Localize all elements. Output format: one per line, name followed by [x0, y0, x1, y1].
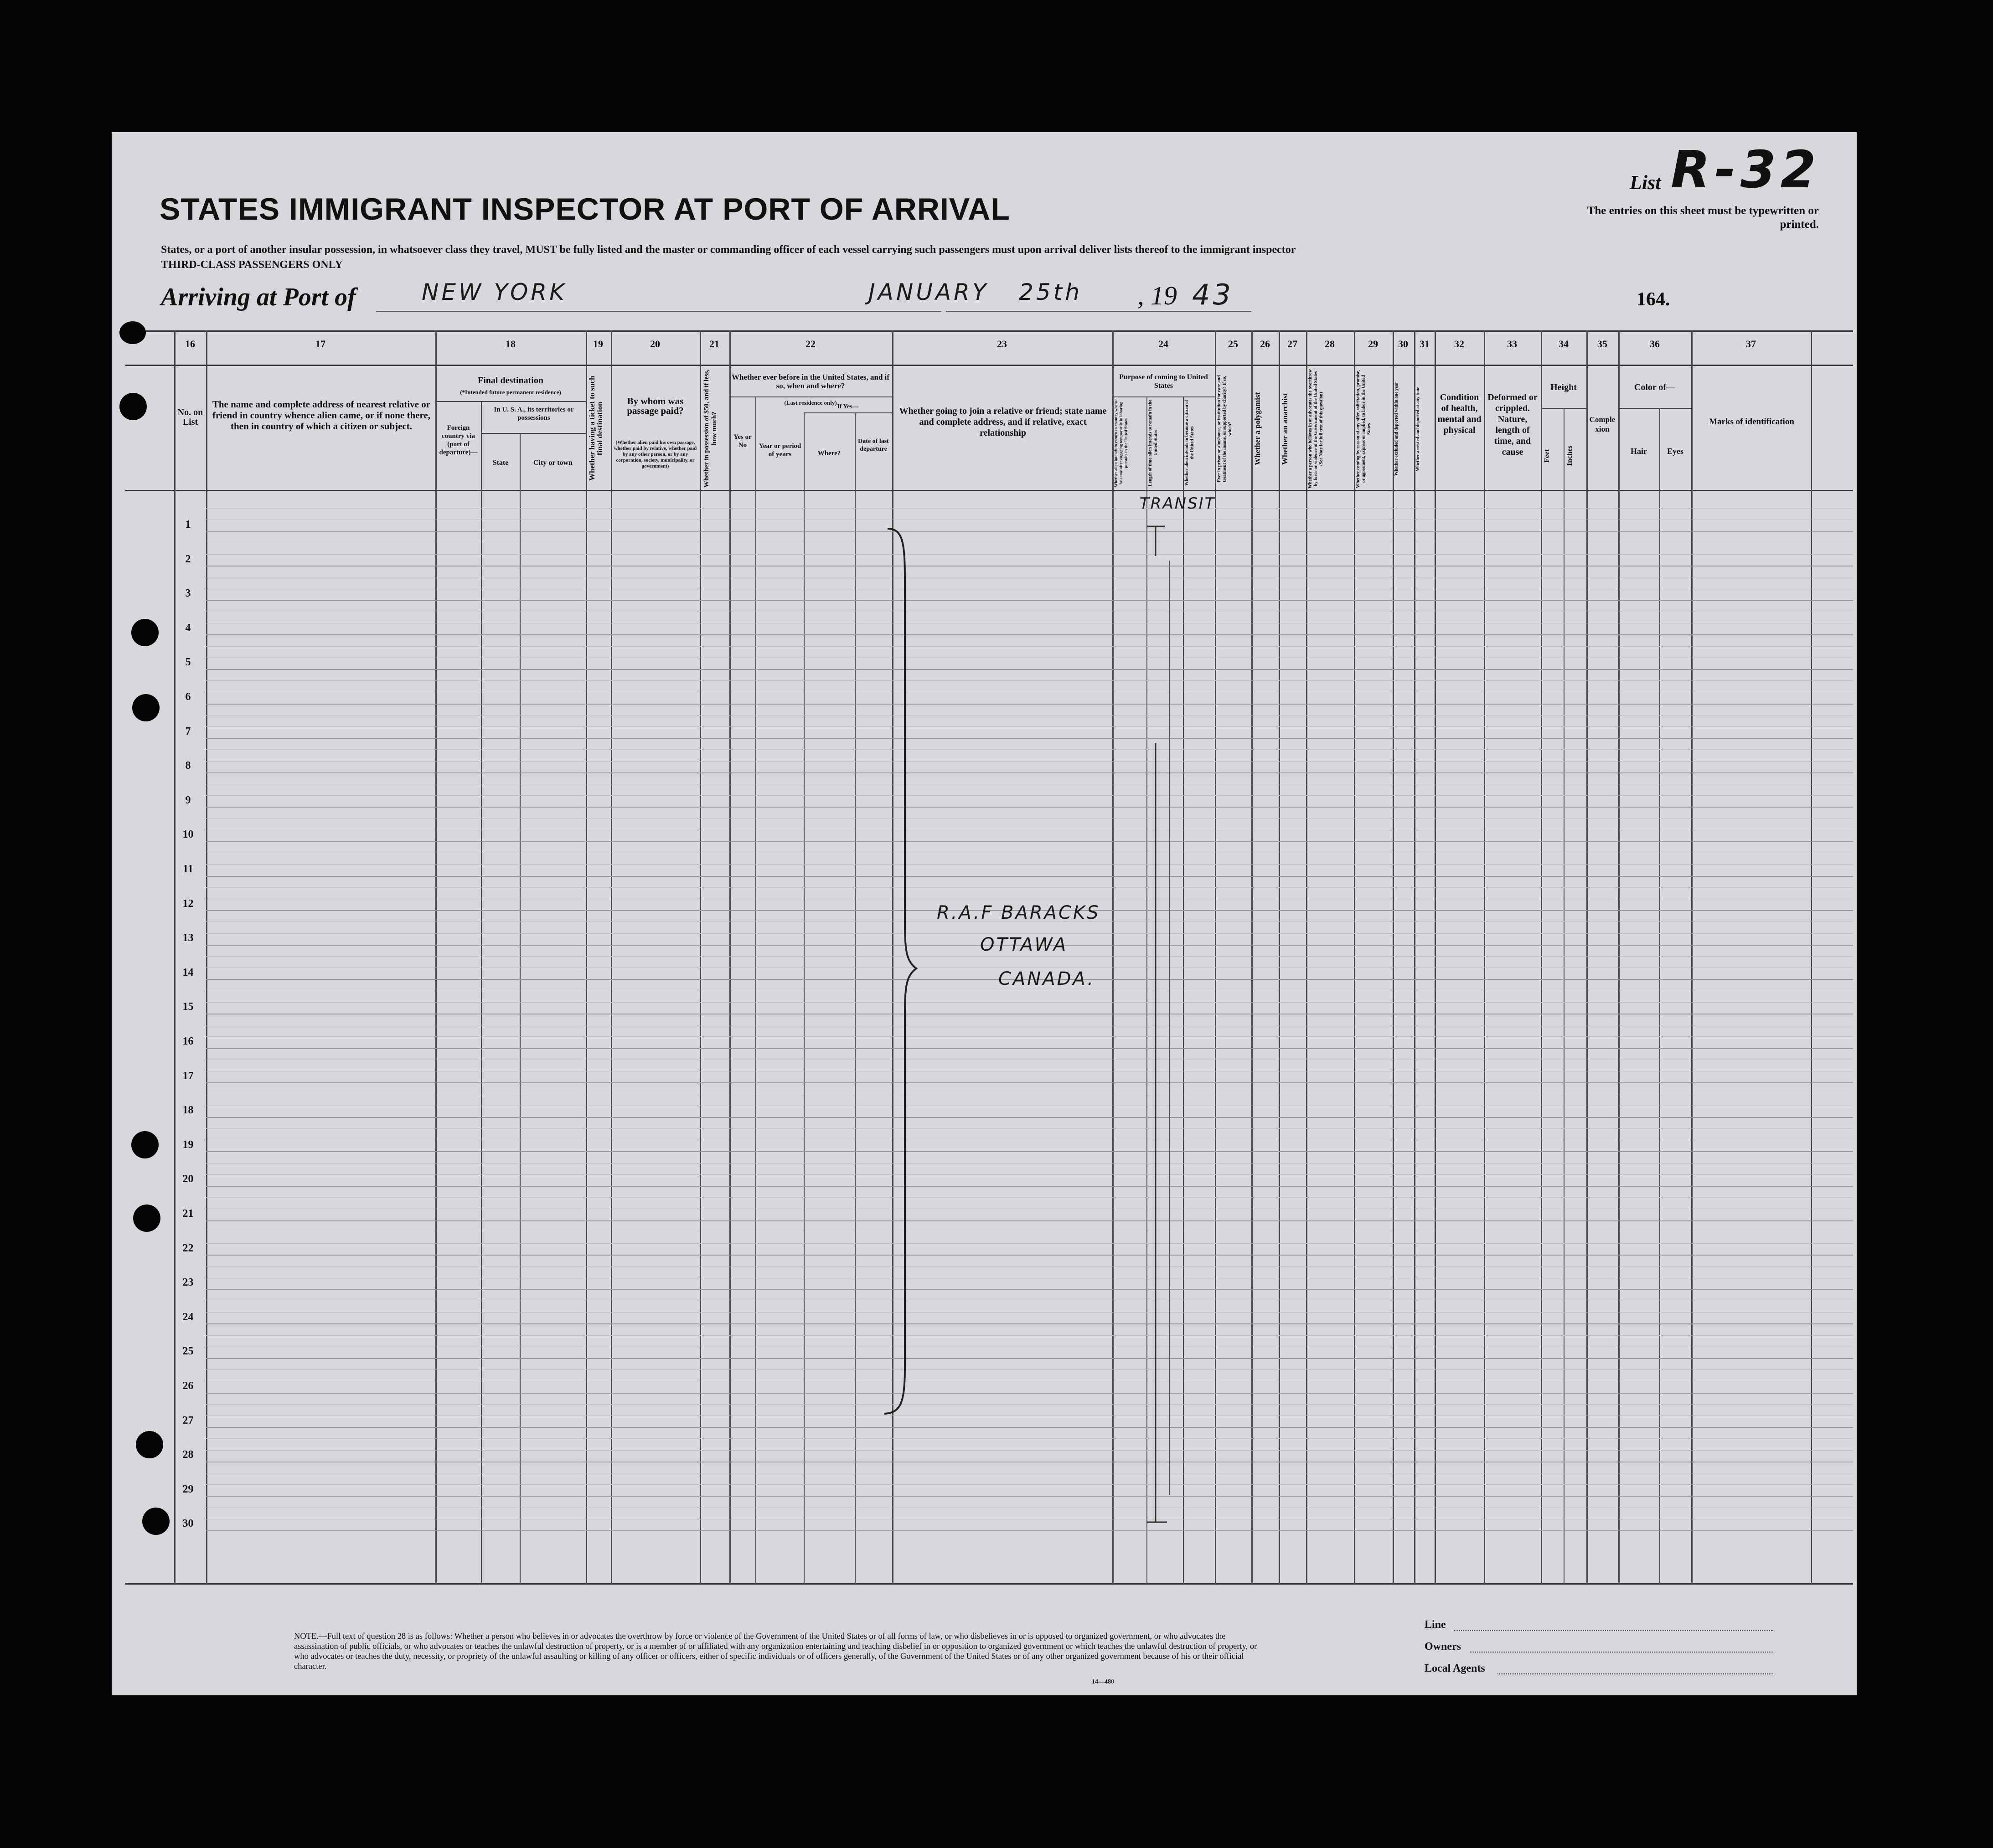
handwritten-address-line2: OTTAWA [980, 934, 1068, 955]
row-rule [206, 772, 1853, 773]
row-rule [206, 1186, 1853, 1187]
row-subrule [206, 1484, 1853, 1485]
header-foreign-country: Foreign country via (port of departure)— [439, 424, 478, 456]
column-number: 27 [1287, 338, 1297, 350]
row-number: 6 [185, 691, 191, 703]
row-number: 15 [182, 1001, 194, 1013]
row-number: 12 [182, 897, 194, 910]
port-field-line [376, 311, 941, 312]
header-become-citizen: Whether alien intends to become a citizen of the United States [1184, 400, 1195, 486]
header-last-departure: Date of last departure [858, 438, 889, 453]
row-subrule [206, 1036, 1853, 1037]
column-number: 36 [1650, 338, 1660, 350]
row-subrule [206, 554, 1853, 555]
manifest-sheet [112, 132, 1857, 1695]
address-brace [882, 524, 919, 1417]
owners-label: Owners [1425, 1641, 1461, 1652]
row-rule [206, 1082, 1853, 1083]
row-rule [206, 531, 1853, 532]
row-number: 18 [182, 1104, 194, 1117]
row-number: 24 [182, 1311, 194, 1323]
header-ticket: Whether having a ticket to such final destination [588, 376, 604, 481]
row-rule [206, 1255, 1853, 1256]
header-overthrow: Whether a person who believes in or advocates the overthrow by force or violence of the Government of the United States (See Note for full text of this question) [1308, 369, 1324, 489]
row-number: 27 [182, 1414, 194, 1426]
column-number: 24 [1158, 338, 1168, 350]
row-rule [206, 1530, 1853, 1531]
row-subrule [206, 1197, 1853, 1198]
column-number: 26 [1260, 338, 1270, 350]
header-where: Where? [817, 450, 841, 457]
row-rule [206, 841, 1853, 842]
row-rule [206, 634, 1853, 635]
row-subrule [206, 1002, 1853, 1003]
row-number: 11 [183, 863, 193, 875]
row-subrule [206, 680, 1853, 681]
header-polygamist: Whether a polygamist [1253, 392, 1262, 466]
row-number: 8 [185, 760, 191, 772]
list-label: List [1630, 171, 1661, 194]
row-number: 22 [182, 1242, 194, 1254]
row-rule [206, 1358, 1853, 1359]
row-subrule [206, 818, 1853, 819]
header-possession-50: Whether in possession of $50, and if less, how much? [703, 369, 718, 488]
row-rule [206, 1117, 1853, 1118]
footer-note: NOTE.—Full text of question 28 is as follows: Whether a person who believes in or advocates the overthrow by force or violence of the Government of the United States or of all forms of law, or who disbelieves in or is opposed to organized government, or who advocates the assassination of public officials, or who advocates or teaches the unlawful destruction of property, or is a member of or affiliated with any organization entertaining and teaching disbelief in or opposition to organized government or which teaches the unlawful destruction of property, or who advocates or teaches the duty, necessity, or propriety of the unlawful assaulting or killing of any officer or officers, either of specific individuals or of officers generally, of the Government of the United States or of any other organized government because of his or their official character. [294, 1632, 1257, 1671]
header-nearest-relative: The name and complete address of nearest relative or friend in country whence alien came, or if none there, then in country of which a citizen or subject. [212, 399, 431, 432]
row-rule [206, 1393, 1853, 1394]
row-subrule [206, 646, 1853, 647]
header-city: City or town [533, 459, 573, 467]
row-number: 25 [182, 1345, 194, 1358]
row-subrule [206, 715, 1853, 716]
row-number: 20 [182, 1173, 194, 1185]
row-subrule [206, 1369, 1853, 1370]
arriving-label: Arriving at Port of [161, 283, 356, 311]
row-number: 21 [182, 1208, 194, 1220]
header-final-destination-sub: (*Intended future permanent residence) [460, 389, 561, 396]
row-rule [206, 1323, 1853, 1324]
row-subrule [206, 864, 1853, 865]
row-subrule [206, 795, 1853, 796]
column-number: 17 [315, 338, 325, 350]
handwritten-address-line3: CANADA. [998, 968, 1095, 989]
header-excluded: Whether excluded and deported within one year [1394, 382, 1399, 476]
row-rule [206, 1496, 1853, 1497]
row-rule [206, 1427, 1853, 1428]
header-deformed: Deformed or crippled. Nature, length of time, and cause [1487, 392, 1538, 457]
header-complexion: Complexion [1589, 415, 1616, 433]
header-hair: Hair [1631, 447, 1647, 456]
row-rule [206, 1048, 1853, 1049]
row-subrule [206, 508, 1853, 509]
row-number: 28 [182, 1449, 194, 1461]
form-code: 14—480 [1092, 1678, 1114, 1685]
row-number: 9 [185, 794, 191, 806]
row-number: 7 [185, 725, 191, 737]
row-rule [206, 1289, 1853, 1290]
punch-hole [132, 694, 160, 721]
row-rule [206, 600, 1853, 601]
typewritten-note: The entries on this sheet must be typewritten or printed. [1587, 205, 1819, 231]
row-rule [206, 704, 1853, 705]
row-subrule [206, 1243, 1853, 1244]
row-subrule [206, 726, 1853, 727]
row-number: 23 [182, 1277, 194, 1289]
row-subrule [206, 1174, 1853, 1175]
column-number: 23 [997, 338, 1007, 350]
list-number: R-32 [1671, 140, 1821, 200]
column-number: 33 [1507, 338, 1517, 350]
row-subrule [206, 1335, 1853, 1336]
header-years: Year or period of years [759, 443, 801, 458]
row-subrule [206, 933, 1853, 934]
transit-bracket [1133, 515, 1188, 1531]
row-subrule [206, 956, 1853, 957]
column-number: 21 [709, 338, 719, 350]
class-label: THIRD-CLASS PASSENGERS ONLY [161, 259, 343, 271]
form-subtitle: States, or a port of another insular possession, in whatsoever class they travel, MUST be fully listed and the master or commanding officer of each vessel carrying such passengers must upon arrival deliver lists thereof to the immigrant inspector [161, 244, 1296, 256]
column-number: 29 [1368, 338, 1378, 350]
row-subrule [206, 1128, 1853, 1129]
column-number: 30 [1398, 338, 1408, 350]
form-title: STATES IMMIGRANT INSPECTOR AT PORT OF ARRIVAL [160, 192, 1010, 226]
header-color-of: Color of— [1634, 382, 1676, 392]
header-if-yes: If Yes— [837, 403, 859, 410]
row-number: 26 [182, 1380, 194, 1392]
row-subrule [206, 1404, 1853, 1405]
header-no-on-list: No. on List [177, 407, 203, 427]
header-marks: Marks of identification [1709, 417, 1794, 427]
row-rule [206, 876, 1853, 877]
header-passage-paid: By whom was passage paid? [627, 396, 684, 416]
header-arrested: Whether arrested and deported at any time [1415, 386, 1420, 471]
header-last-residence: (Last residence only) [784, 399, 837, 406]
row-number: 10 [182, 829, 194, 841]
header-yes-no: Yes or No [733, 433, 752, 449]
column-number: 28 [1325, 338, 1335, 350]
row-rule [206, 807, 1853, 808]
line-label: Line [1425, 1619, 1446, 1631]
punch-hole [133, 1205, 160, 1232]
column-number: 20 [650, 338, 660, 350]
header-health: Condition of health, mental and physical [1437, 392, 1482, 435]
column-number: 18 [506, 338, 516, 350]
row-number: 16 [182, 1035, 194, 1047]
punch-hole [136, 1431, 163, 1458]
column-number: 35 [1597, 338, 1607, 350]
header-labor-offer: Whether coming by reason of any offer, solicitation, promise, or agreement, express or implied, to labor in the United States [1356, 370, 1372, 488]
punch-hole [119, 393, 147, 420]
column-number: 37 [1746, 338, 1756, 350]
column-number: 25 [1228, 338, 1238, 350]
row-number: 3 [185, 587, 191, 600]
punch-hole [131, 1131, 159, 1158]
column-number: 19 [593, 338, 603, 350]
header-passage-paid-sub: (Whether alien paid his own passage, whether paid by relative, whether paid by any other person, or by any corporation, society, municipality, or government) [614, 440, 697, 469]
row-subrule [206, 887, 1853, 888]
port-value: NEW YORK [422, 279, 567, 305]
column-number: 16 [185, 338, 195, 350]
local-agents-label: Local Agents [1425, 1663, 1485, 1674]
row-number: 5 [185, 656, 191, 669]
punch-hole [119, 321, 146, 344]
column-number: 32 [1454, 338, 1464, 350]
row-number: 19 [182, 1138, 194, 1151]
handwritten-transit: TRANSIT [1140, 494, 1216, 513]
row-number: 29 [182, 1483, 194, 1495]
row-rule [206, 1151, 1853, 1152]
header-return-intent: Whether alien intends to return to country whence he came after engaging temporarily in laboring pursuits in the United States [1114, 398, 1128, 488]
row-rule [206, 738, 1853, 739]
row-number: 14 [182, 966, 194, 978]
row-subrule [206, 1450, 1853, 1451]
year-value: 43 [1192, 278, 1234, 311]
date-value: JANUARY 25th [868, 279, 1083, 305]
year-prefix: , 19 [1137, 281, 1177, 310]
handwritten-address-line1: R.A.F BARACKS [937, 902, 1100, 923]
row-number: 13 [182, 932, 194, 944]
row-subrule [206, 1312, 1853, 1313]
header-state: State [492, 459, 509, 467]
row-rule [206, 1220, 1853, 1221]
row-subrule [206, 749, 1853, 750]
column-number: 22 [805, 338, 816, 350]
header-ever-before: Whether ever before in the United States, and if so, when and where? [731, 373, 890, 390]
header-join-relative: Whether going to join a relative or friend; state name and complete address, and if relative, exact relationship [899, 406, 1107, 438]
page-number: 164. [1637, 289, 1670, 310]
header-eyes: Eyes [1667, 447, 1683, 456]
row-subrule [206, 1438, 1853, 1439]
row-number: 17 [182, 1070, 194, 1082]
header-in-usa: In U. S. A., its territories or possessions [494, 406, 574, 422]
row-number: 4 [185, 622, 191, 634]
header-height: Height [1550, 382, 1577, 392]
row-number: 30 [182, 1518, 194, 1530]
row-rule [206, 669, 1853, 670]
punch-hole [142, 1508, 170, 1535]
header-feet: Feet [1543, 449, 1551, 463]
column-number: 34 [1559, 338, 1569, 350]
header-length-of-stay: Length of time alien intends to remain in the United States [1148, 400, 1158, 486]
row-number: 2 [185, 553, 191, 565]
header-anarchist: Whether an anarchist [1280, 392, 1289, 465]
column-number: 31 [1420, 338, 1430, 350]
header-purpose: Purpose of coming to United States [1119, 373, 1208, 390]
header-prison: Ever in prison or almshouse, or institution for care and treatment of the insane, or supported by charity? If so, which? [1217, 375, 1233, 483]
header-inches: Inches [1566, 445, 1574, 466]
punch-hole [131, 619, 159, 646]
row-number: 1 [185, 519, 191, 530]
row-subrule [206, 761, 1853, 762]
header-final-destination: Final destination [478, 376, 543, 386]
